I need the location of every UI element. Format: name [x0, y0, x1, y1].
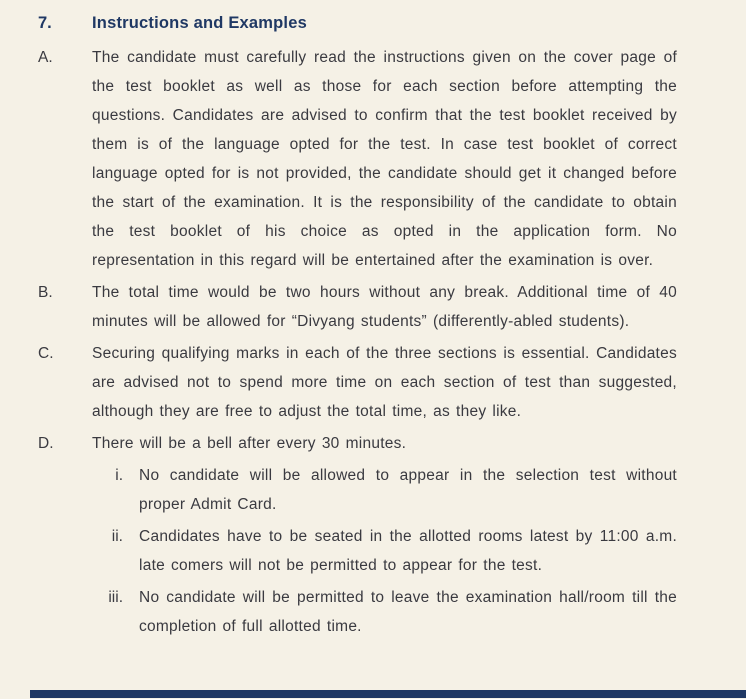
sub-item-text-i: No candidate will be allowed to appear in the selection test without proper Admit Card.	[139, 467, 677, 513]
item-text-a: The candidate must carefully read the instructions given on the cover page of the test booklet as well as those for each section before attempting the questions. Candidates are advised to confirm that the test booklet received by them is of the language opted for the test. In case test booklet of correct language opted for is not provided, the candidate should get it changed before the start of the examination. It is the responsibility of the candidate to obtain the test booklet of his choice as opted in the application form. No representation in this regard will be entertained after the examination is over.	[92, 49, 677, 269]
sub-item-text-iii: No candidate will be permitted to leave the examination hall/room till the completion of full allotted time.	[139, 589, 677, 635]
sub-item-label-iii: iii.	[108, 589, 123, 606]
sub-item-label-ii: ii.	[111, 528, 123, 545]
footer-rule	[30, 690, 746, 698]
item-text-c: Securing qualifying marks in each of the three sections is essential. Candidates are advised not to spend more time on each section of test than suggested, although they are free to adjust the total time, as they like.	[92, 345, 677, 420]
item-label-c: C.	[38, 345, 54, 362]
section-heading	[38, 10, 677, 37]
item-label-a: A.	[38, 49, 53, 66]
list-item-a	[38, 43, 677, 275]
section-number: 7.	[38, 14, 52, 32]
sub-item-text-ii: Candidates have to be seated in the allotted rooms latest by 11:00 a.m. late comers will not be permitted to appear for the test.	[139, 528, 677, 574]
sub-item-iii	[92, 583, 677, 641]
list-item-d	[38, 429, 677, 458]
item-text-d: There will be a bell after every 30 minutes.	[92, 435, 407, 452]
list-item-b	[38, 278, 677, 336]
sub-item-label-i: i.	[115, 467, 123, 484]
item-label-d: D.	[38, 435, 54, 452]
sub-item-ii	[92, 522, 677, 580]
page-title: Instructions and Examples	[92, 14, 307, 32]
item-text-b: The total time would be two hours without any break. Additional time of 40 minutes will be allowed for “Divyang students” (differently-abled students).	[92, 284, 677, 330]
sub-item-i	[92, 461, 677, 519]
list-item-c	[38, 339, 677, 426]
item-label-b: B.	[38, 284, 53, 301]
